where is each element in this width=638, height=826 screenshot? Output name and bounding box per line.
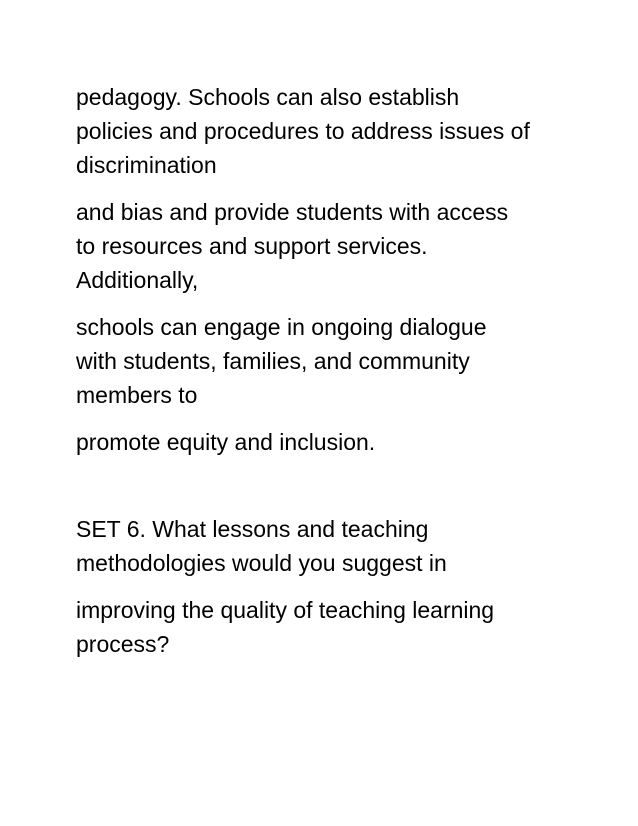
paragraph-4 xyxy=(76,425,375,459)
question-heading xyxy=(76,512,447,580)
text-line: to resources and support services. xyxy=(76,233,428,259)
text-line: methodologies would you suggest in xyxy=(76,550,447,576)
text-line: schools can engage in ongoing dialogue xyxy=(76,314,487,340)
text-line: policies and procedures to address issues of xyxy=(76,118,530,144)
paragraph-1 xyxy=(76,80,530,182)
question-continuation xyxy=(76,593,494,661)
text-line: pedagogy. Schools can also establish xyxy=(76,84,460,110)
text-line: with students, families, and community xyxy=(76,348,470,374)
text-line: Additionally, xyxy=(76,267,199,293)
text-line: process? xyxy=(76,631,170,657)
text-line: SET 6. What lessons and teaching xyxy=(76,516,429,542)
paragraph-3 xyxy=(76,310,487,412)
text-line: improving the quality of teaching learning xyxy=(76,597,495,623)
paragraph-2 xyxy=(76,195,508,297)
text-line: and bias and provide students with access xyxy=(76,199,509,225)
text-line: members to xyxy=(76,382,198,408)
text-line: promote equity and inclusion. xyxy=(76,429,376,455)
text-line: discrimination xyxy=(76,152,217,178)
